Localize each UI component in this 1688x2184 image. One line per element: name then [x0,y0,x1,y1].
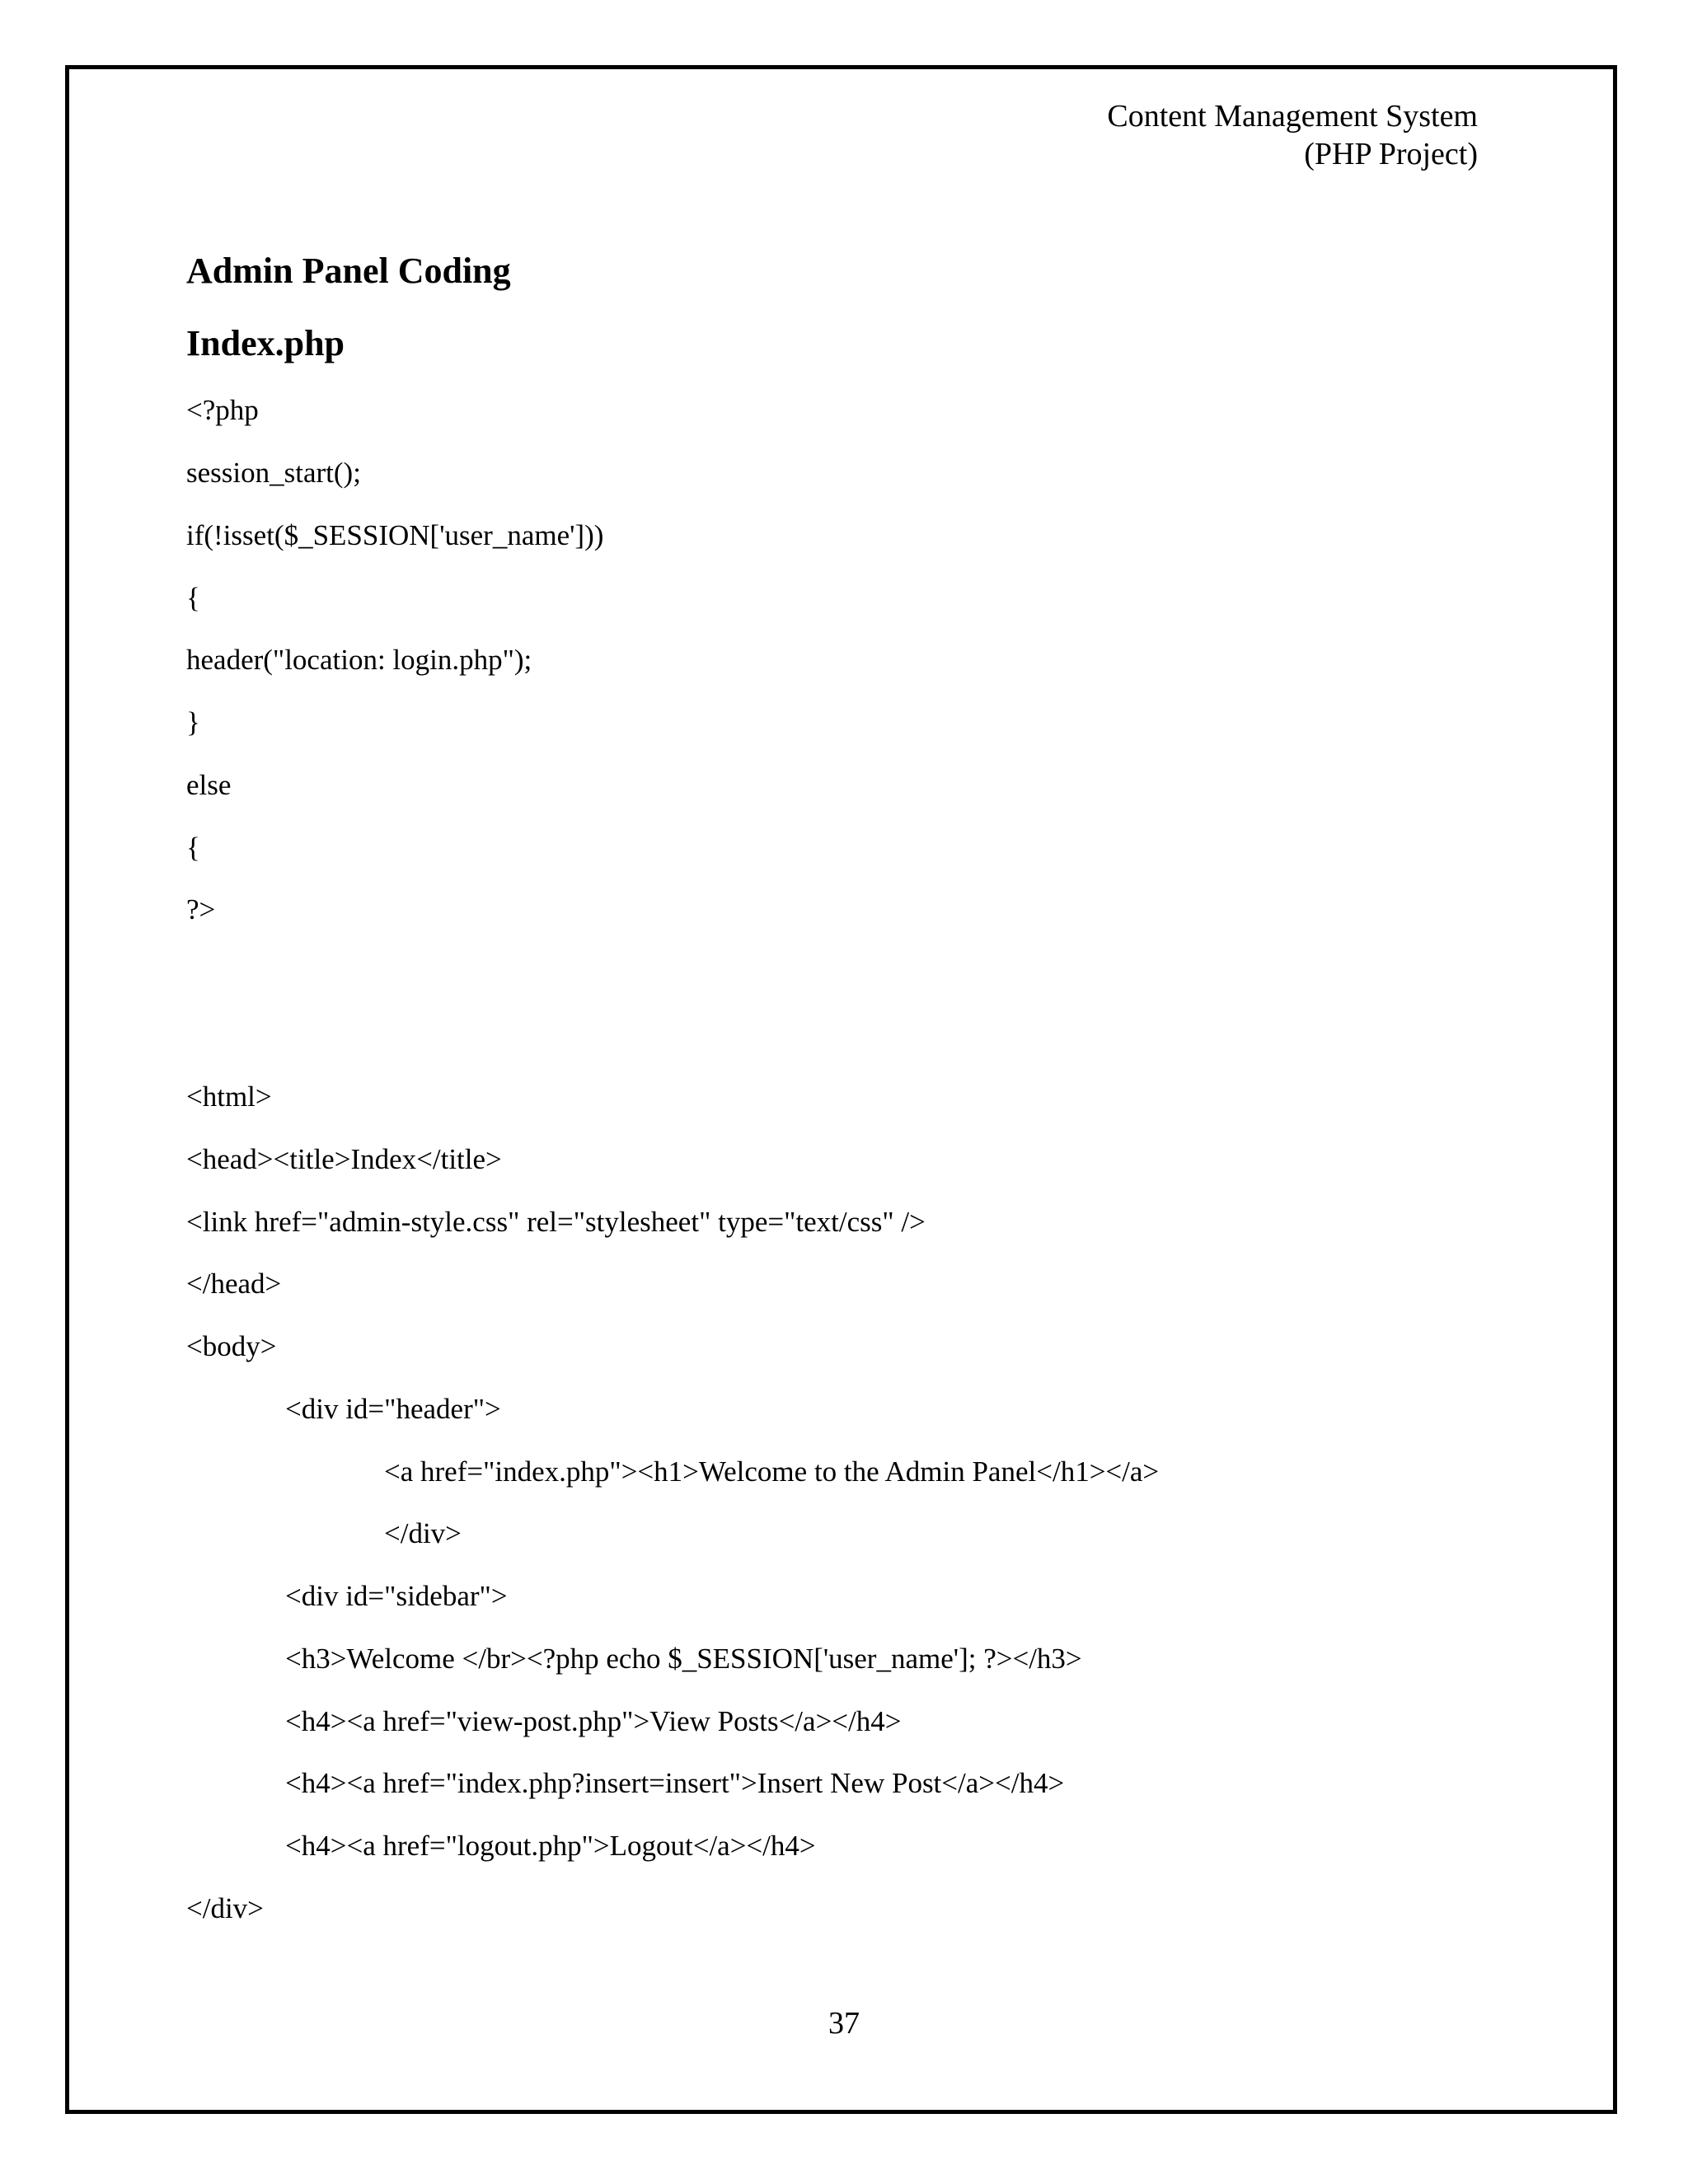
running-header [1107,97,1478,173]
code-line: <div id="sidebar"> [285,1580,508,1612]
running-header-title: Content Management System [1107,99,1478,134]
code-line: <?php [186,394,259,426]
code-line: session_start(); [186,457,361,489]
code-line: header("location: login.php"); [186,644,532,676]
code-line: ?> [186,893,216,926]
code-line: if(!isset($_SESSION['user_name'])) [186,519,604,551]
page-number: 37 [828,2006,860,2041]
code-line: </head> [186,1268,282,1300]
code-line: <body> [186,1330,277,1362]
code-line: <h4><a href="logout.php">Logout</a></h4> [285,1830,816,1862]
code-line: else [186,769,232,801]
code-line: <h4><a href="view-post.php">View Posts</a></h4> [285,1705,902,1737]
code-line: <h3>Welcome </br><?php echo $_SESSION['user_name']; ?></h3> [285,1643,1082,1675]
running-header-subtitle: (PHP Project) [1304,137,1478,171]
code-line: } [186,706,200,738]
page-border [65,65,1617,2114]
code-line: <div id="header"> [285,1393,501,1425]
file-heading: Index.php [186,323,345,363]
code-line: <html> [186,1080,272,1113]
code-line: <h4><a href="index.php?insert=insert">Insert New Post</a></h4> [285,1767,1065,1799]
code-line: { [186,582,200,614]
code-line: { [186,832,200,864]
code-line: </div> [186,1892,264,1924]
code-line: <link href="admin-style.css" rel="stylesheet" type="text/css" /> [186,1206,926,1238]
section-heading: Admin Panel Coding [186,251,511,291]
code-line: <a href="index.php"><h1>Welcome to the Admin Panel</h1></a> [384,1455,1160,1488]
code-line: </div> [384,1517,462,1549]
code-line: <head><title>Index</title> [186,1143,502,1175]
